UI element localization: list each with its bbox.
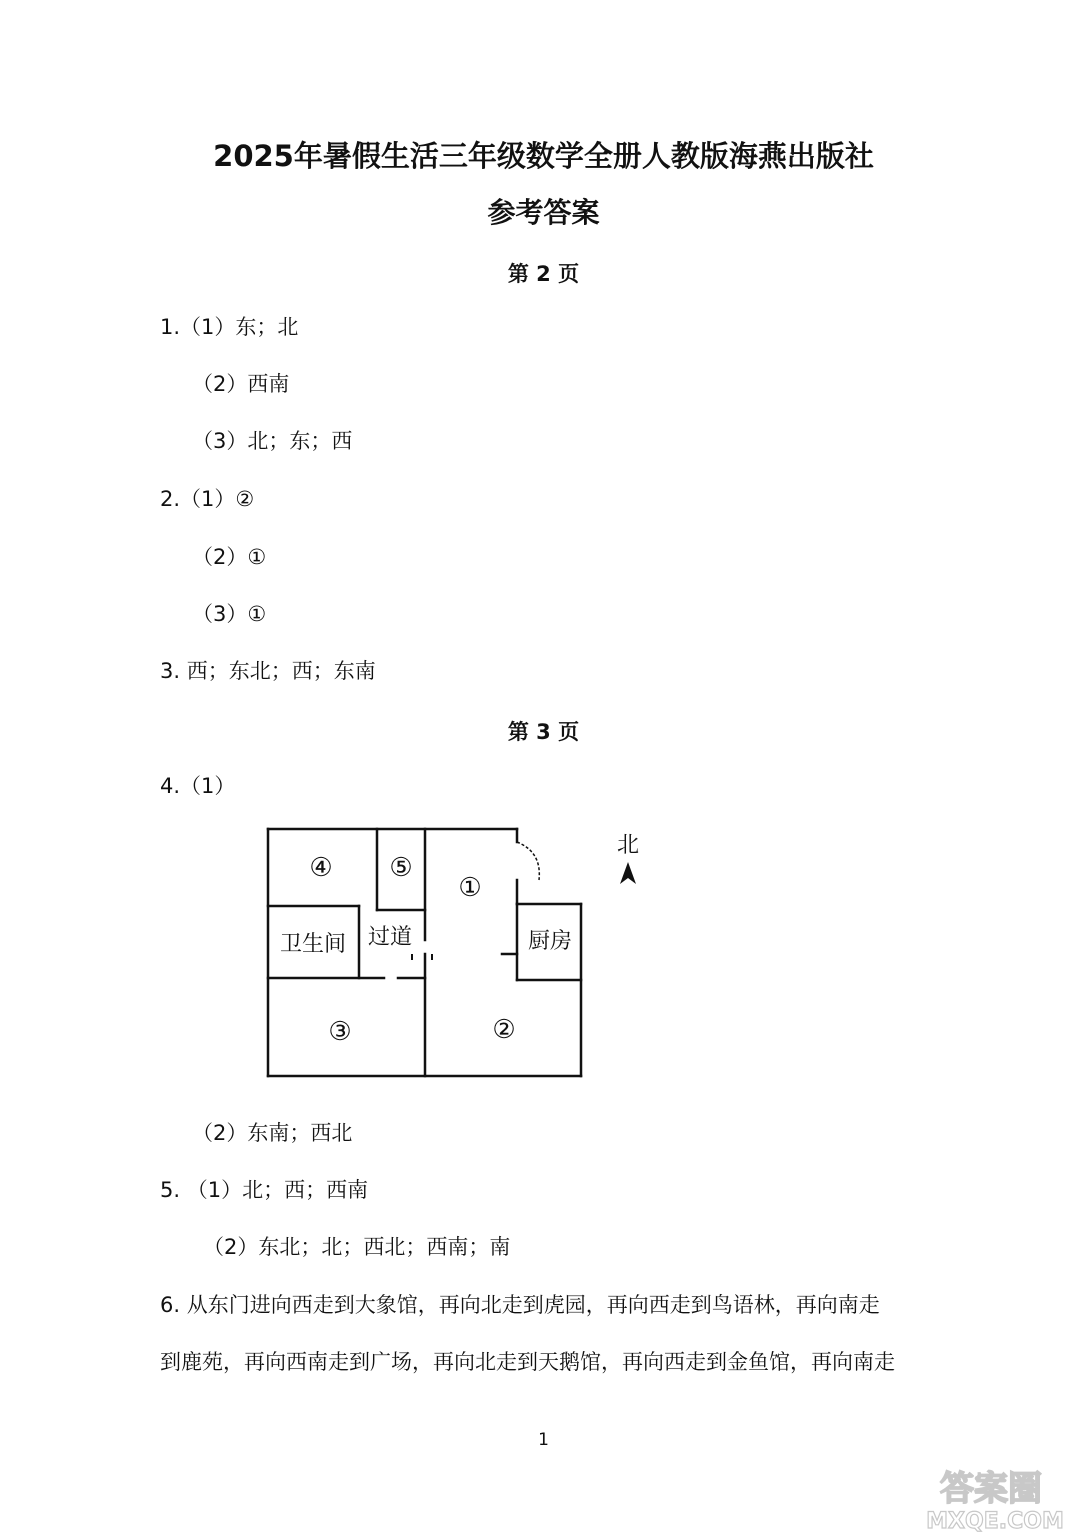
kitchen-label: 厨房 (527, 929, 573, 954)
document-title: 2025年暑假生活三年级数学全册人教版海燕出版社 (213, 139, 874, 173)
watermark-logo (909, 1464, 1079, 1534)
bathroom-label: 卫生间 (279, 932, 347, 957)
room-2-label: ② (492, 1015, 516, 1045)
watermark-url-text: MXQE.COM (926, 1509, 1064, 1534)
answer-2-1: 2.（1）② (160, 487, 255, 511)
north-arrow-icon (620, 862, 636, 884)
answer-4-1: 4.（1） (160, 774, 236, 798)
answer-5-2: （2）东北；北；西北；西南；南 (203, 1235, 511, 1259)
room-1-label: ① (458, 873, 482, 903)
page-number: 1 (538, 1430, 549, 1450)
answer-3: 3. 西；东北；西；东南 (160, 659, 376, 683)
answer-1-1: 1.（1）东；北 (160, 315, 299, 339)
corridor-label: 过道 (367, 925, 413, 950)
north-label: 北 (616, 833, 640, 858)
room-4-label: ④ (309, 853, 333, 883)
section-heading-page-2: 第 2 页 (507, 262, 580, 286)
answer-5-1: 5. （1）北；西；西南 (160, 1178, 369, 1202)
answer-2-3: （3）① (192, 602, 267, 626)
room-5-label: ⑤ (389, 853, 413, 883)
watermark-logo-text: 答案圈 (940, 1469, 1042, 1509)
answer-4-2: （2）东南；西北 (192, 1121, 353, 1145)
room-3-label: ③ (328, 1017, 352, 1047)
answer-6-line-1: 6. 从东门进向西走到大象馆，再向北走到虎园，再向西走到鸟语林，再向南走 (160, 1293, 880, 1317)
document-subtitle: 参考答案 (487, 196, 600, 229)
answer-6-line-2: 到鹿苑，再向西南走到广场，再向北走到天鹅馆，再向西走到金鱼馆，再向南走 (160, 1350, 895, 1374)
answer-1-2: （2）西南 (192, 372, 290, 396)
answer-1-3: （3）北；东；西 (192, 429, 353, 453)
answer-2-2: （2）① (192, 545, 267, 569)
floor-plan-diagram (262, 822, 662, 1084)
section-heading-page-3: 第 3 页 (507, 720, 580, 744)
